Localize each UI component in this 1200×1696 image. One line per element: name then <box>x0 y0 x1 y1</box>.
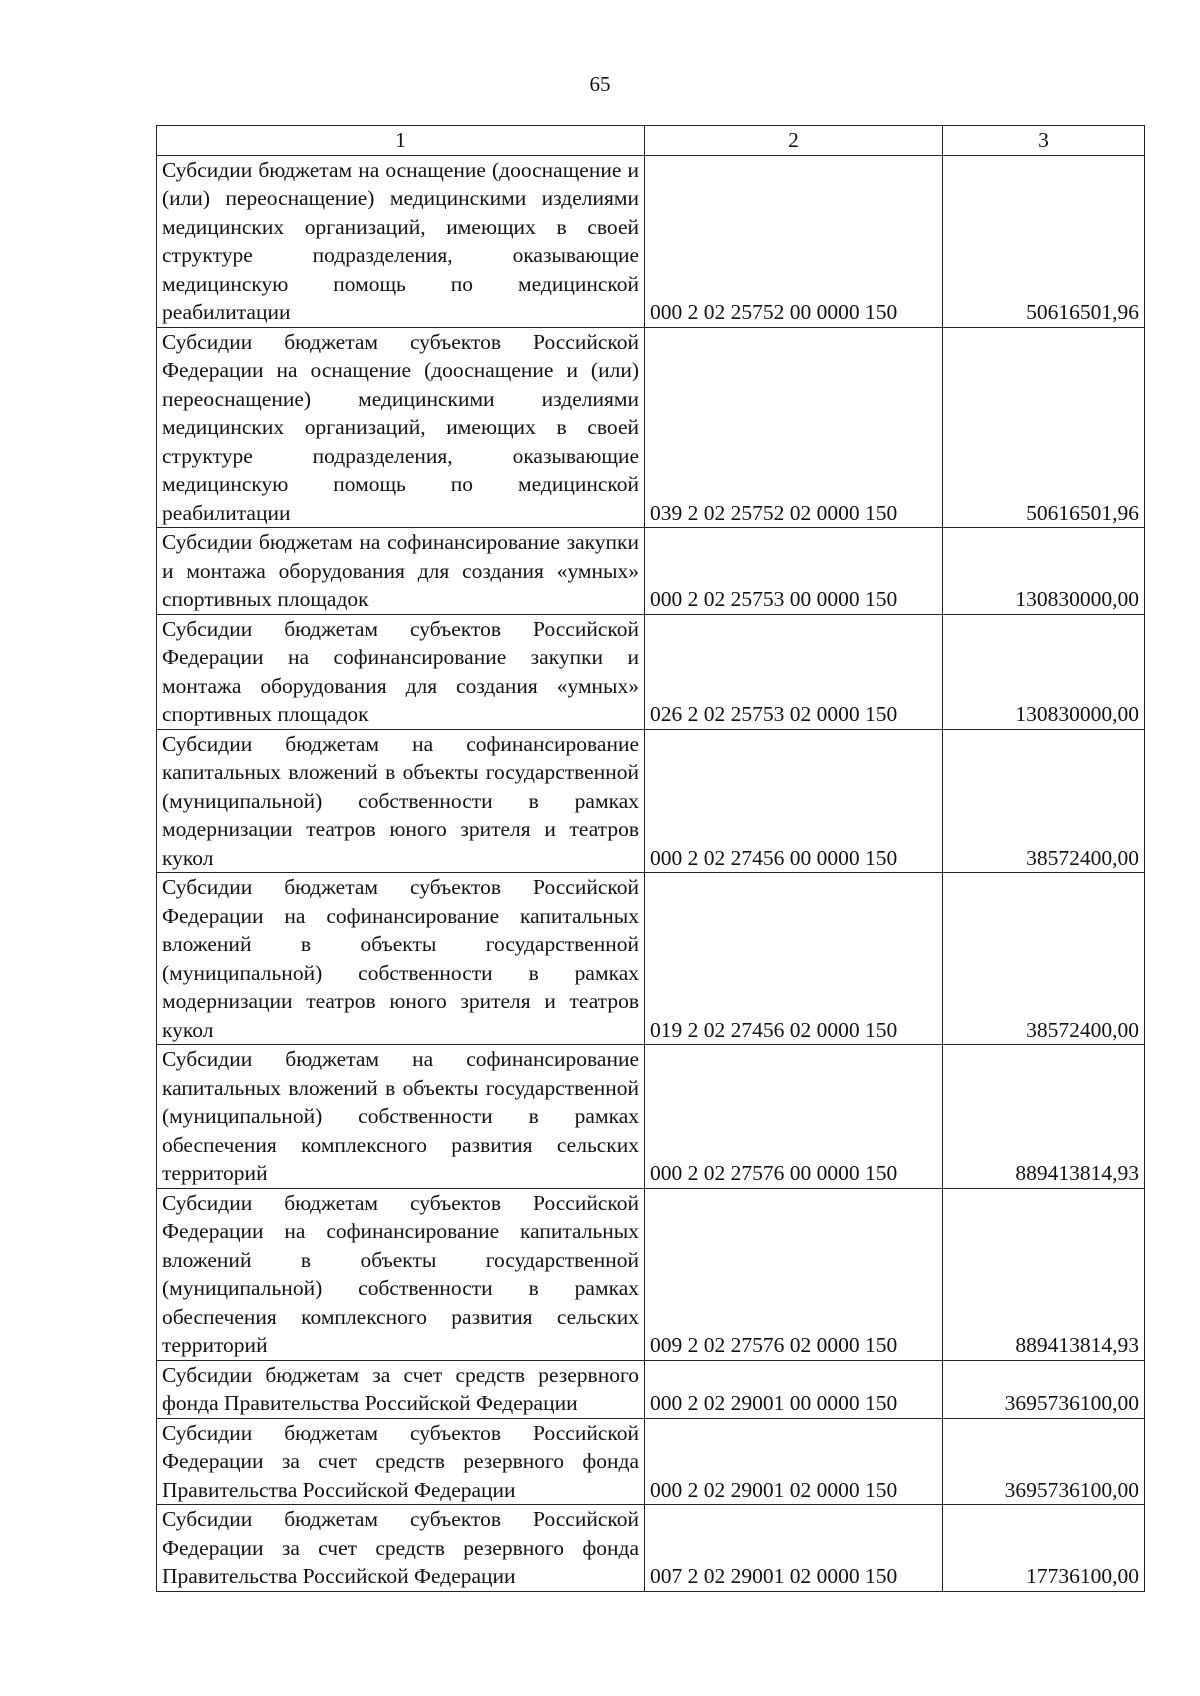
row-amount: 130830000,00 <box>943 614 1145 729</box>
row-name: Субсидии бюджетам субъектов Российской Федерации за счет средств резервного фонда Правительства Российской Федерации <box>157 1505 645 1592</box>
row-code: 000 2 02 29001 02 0000 150 <box>645 1418 943 1505</box>
table-row <box>157 1360 1145 1418</box>
table-row <box>157 1505 1145 1592</box>
row-amount: 889413814,93 <box>943 1045 1145 1189</box>
row-name: Субсидии бюджетам субъектов Российской Федерации на софинансирование капитальных вложений в объекты государственной (муниципальной) собственности в рамках модернизации театров юного зрителя и театров кукол <box>157 873 645 1045</box>
row-code: 000 2 02 25753 00 0000 150 <box>645 528 943 615</box>
table-row <box>157 1418 1145 1505</box>
column-header-3: 3 <box>943 126 1145 156</box>
row-name: Субсидии бюджетам субъектов Российской Федерации на софинансирование закупки и монтажа оборудования для создания «умных» спортивных площадок <box>157 614 645 729</box>
row-code: 000 2 02 27576 00 0000 150 <box>645 1045 943 1189</box>
row-name: Субсидии бюджетам на оснащение (дооснащение и (или) переоснащение) медицинскими изделиями медицинских организаций, имеющих в своей структуре подразделения, оказывающие медицинскую помощь по медицинской реабилитации <box>157 155 645 327</box>
page-number: 65 <box>589 72 611 96</box>
table-header-row <box>157 126 1145 156</box>
table-row <box>157 327 1145 528</box>
row-code: 000 2 02 25752 00 0000 150 <box>645 155 943 327</box>
row-amount: 50616501,96 <box>943 327 1145 528</box>
table-row <box>157 729 1145 873</box>
row-name: Субсидии бюджетам на софинансирование капитальных вложений в объекты государственной (муниципальной) собственности в рамках обеспечения комплексного развития сельских территорий <box>157 1045 645 1189</box>
table-row <box>157 873 1145 1045</box>
row-code: 007 2 02 29001 02 0000 150 <box>645 1505 943 1592</box>
row-amount: 17736100,00 <box>943 1505 1145 1592</box>
row-amount: 889413814,93 <box>943 1188 1145 1360</box>
row-code: 039 2 02 25752 02 0000 150 <box>645 327 943 528</box>
row-name: Субсидии бюджетам субъектов Российской Федерации за счет средств резервного фонда Правительства Российской Федерации <box>157 1418 645 1505</box>
row-name: Субсидии бюджетам на софинансирование капитальных вложений в объекты государственной (муниципальной) собственности в рамках модернизации театров юного зрителя и театров кукол <box>157 729 645 873</box>
row-code: 000 2 02 29001 00 0000 150 <box>645 1360 943 1418</box>
row-name: Субсидии бюджетам субъектов Российской Федерации на софинансирование капитальных вложений в объекты государственной (муниципальной) собственности в рамках обеспечения комплексного развития сельских территорий <box>157 1188 645 1360</box>
row-name: Субсидии бюджетам на софинансирование закупки и монтажа оборудования для создания «умных» спортивных площадок <box>157 528 645 615</box>
row-code: 019 2 02 27456 02 0000 150 <box>645 873 943 1045</box>
row-code: 009 2 02 27576 02 0000 150 <box>645 1188 943 1360</box>
table-row <box>157 155 1145 327</box>
budget-table <box>156 125 1145 1592</box>
table-row <box>157 614 1145 729</box>
row-amount: 50616501,96 <box>943 155 1145 327</box>
row-amount: 38572400,00 <box>943 729 1145 873</box>
row-amount: 3695736100,00 <box>943 1418 1145 1505</box>
column-header-1: 1 <box>157 126 645 156</box>
row-name: Субсидии бюджетам субъектов Российской Федерации на оснащение (дооснащение и (или) переоснащение) медицинскими изделиями медицинских организаций, имеющих в своей структуре подразделения, оказывающие медицинскую помощь по медицинской реабилитации <box>157 327 645 528</box>
row-amount: 3695736100,00 <box>943 1360 1145 1418</box>
row-code: 026 2 02 25753 02 0000 150 <box>645 614 943 729</box>
row-amount: 38572400,00 <box>943 873 1145 1045</box>
table-row <box>157 1045 1145 1189</box>
table-row <box>157 528 1145 615</box>
row-name: Субсидии бюджетам за счет средств резервного фонда Правительства Российской Федерации <box>157 1360 645 1418</box>
row-amount: 130830000,00 <box>943 528 1145 615</box>
table-row <box>157 1188 1145 1360</box>
column-header-2: 2 <box>645 126 943 156</box>
row-code: 000 2 02 27456 00 0000 150 <box>645 729 943 873</box>
